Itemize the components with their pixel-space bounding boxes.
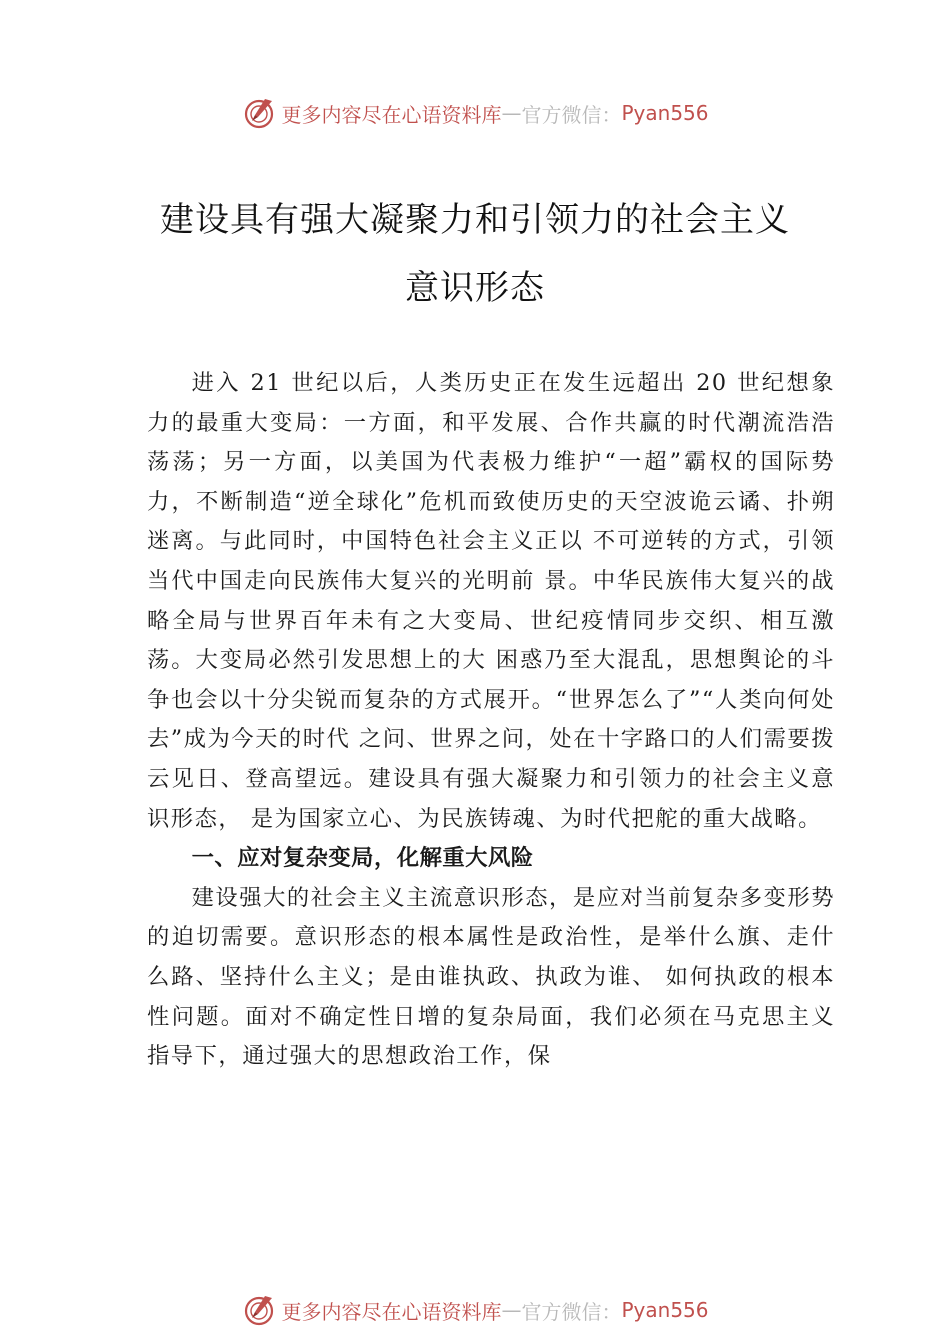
body-paragraph-2: 建设强大的社会主义主流意识形态，是应对当前复杂多变形势的迫切需要。意识形态的根本属性是政治性，是举什么旗、走什么路、坚持什么主义；是由谁执政、执政为谁、 如何执政的根本性问题。面对不确定性日增的复杂局面，我们必须在马克思主义指导下，通过强大的思想政治工作，保 bbox=[147, 884, 835, 1070]
document-title-line2: 意识形态 bbox=[405, 268, 545, 308]
document-body bbox=[147, 364, 835, 1077]
watermark-account: Pyan556 bbox=[621, 1298, 709, 1322]
quill-seal-icon bbox=[241, 95, 277, 131]
section-heading-1: 一、应对复杂变局，化解重大风险 bbox=[191, 845, 534, 872]
footer-watermark bbox=[0, 1292, 950, 1328]
quill-seal-icon bbox=[241, 1292, 277, 1328]
watermark-main-text: 更多内容尽在心语资料库 bbox=[281, 102, 502, 127]
document-title-line1: 建设具有强大凝聚力和引领力的社会主义 bbox=[160, 200, 790, 240]
watermark-account: Pyan556 bbox=[621, 101, 709, 125]
header-watermark bbox=[0, 95, 950, 131]
watermark-wechat-label: 官方微信： bbox=[521, 1299, 622, 1324]
watermark-main-text: 更多内容尽在心语资料库 bbox=[281, 1299, 502, 1324]
watermark-wechat-label: 官方微信： bbox=[521, 102, 622, 127]
watermark-separator: — bbox=[501, 101, 522, 125]
watermark-separator: — bbox=[501, 1298, 522, 1322]
body-paragraph-1: 进入 21 世纪以后，人类历史正在发生远超出 20 世纪想象力的最重大变局：一方面，和平发展、合作共赢的时代潮流浩浩荡荡；另一方面，以美国为代表极力维护“一超”霸权的国际势力，不断制造“逆全球化”危机而致使历史的天空波诡云谲、扑朔迷离。与此同时，中国特色社会主义正以 不可逆转的方式，引领当代中国走向民族伟大复兴的光明前 景。中华民族伟大复兴的战略全局与世界百年未有之大变局、世纪疫情同步交织、相互激荡。大变局必然引发思想上的大 困惑乃至大混乱，思想舆论的斗争也会以十分尖锐而复杂的方式展开。“世界怎么了”“人类向何处去”成为今天的时代 之问、世界之问，处在十字路口的人们需要拨云见日、登高望远。建设具有强大凝聚力和引领力的社会主义意识形态， 是为国家立心、为民族铸魂、为时代把舵的重大战略。 bbox=[147, 370, 835, 832]
